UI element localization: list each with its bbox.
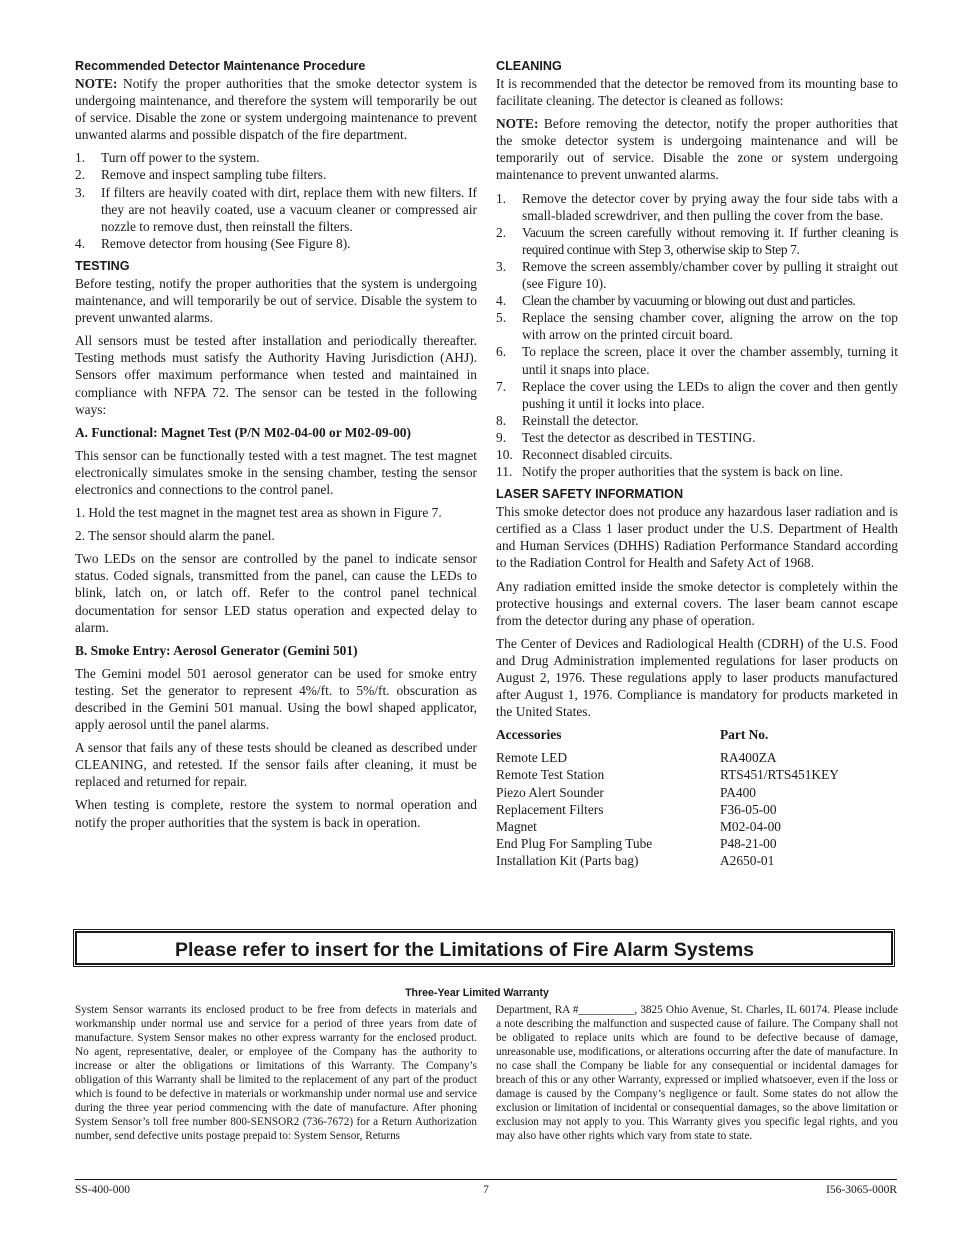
- testing-paragraph: Before testing, notify the proper authorities that the system is undergoing maintenance, and will temporarily be out of service. Disable the system to prevent unwanted alarms.: [75, 275, 477, 326]
- accessory-part: PA400: [720, 784, 756, 800]
- accessory-name: Replacement Filters: [496, 801, 604, 817]
- note-label: NOTE:: [75, 76, 118, 91]
- step-text: Clean the chamber by vacuuming or blowing out dust and particles.: [522, 293, 856, 309]
- step-number: 7.: [496, 378, 507, 394]
- magnet-test-heading: A. Functional: Magnet Test (P/N M02-04-00 or M02-09-00): [75, 424, 411, 440]
- step-text: Replace the sensing chamber cover, aligning the arrow on the top with arrow on the printed circuit board.: [522, 310, 898, 343]
- list-item: [496, 378, 898, 412]
- magnet-test-steps: [75, 504, 477, 544]
- limitations-banner: [75, 931, 893, 965]
- step-number: 6.: [496, 344, 507, 360]
- magnet-test-paragraph: This sensor can be functionally tested with a test magnet. The test magnet electronically simulates smoke in the sensing chamber, testing the sensor electronics and connections to the control panel.: [75, 447, 477, 497]
- table-row: [496, 818, 898, 835]
- table-row: [496, 852, 898, 869]
- accessory-name: Piezo Alert Sounder: [496, 784, 604, 800]
- left-column: [75, 58, 477, 837]
- laser-paragraph: This smoke detector does not produce any hazardous laser radiation and is certified as a Class 1 laser product under the U.S. Department of Health and Human Services (DHHS) Radiation Performance Standard according to the Radiation Control for Health and Safety Act of 1968.: [496, 504, 898, 571]
- step-text: Turn off power to the system.: [101, 150, 260, 166]
- warranty-text-left: System Sensor warrants its enclosed product to be free from defects in materials and workmanship under normal use and service for a period of three years from date of manufacture. System Sensor makes no other express warranty for the enclosed product. No agent, representative, dealer, or employee of the Company has the authority to increase or alter the obligations or limitations of this Warranty. The Company’s obligation of this Warranty shall be limited to the replacement of any part of the product which is found to be defective in materials or workmanship under normal use and service during the three year period commencing with the date of manufacture. After phoning System Sensor’s toll free number 800-SENSOR2 (736-7672) for a Return Authorization number, send defective units postage prepaid to: System Sensor, Returns: [75, 1004, 477, 1142]
- step-text: Reconnect disabled circuits.: [522, 446, 673, 462]
- list-item: [75, 235, 477, 252]
- table-row: [496, 835, 898, 852]
- table-row: [496, 801, 898, 818]
- step-number: 5.: [496, 310, 507, 326]
- banner-text: Please refer to insert for the Limitations of Fire Alarm Systems: [175, 939, 755, 961]
- step-text: Reinstall the detector.: [522, 412, 639, 428]
- list-item: [496, 292, 898, 309]
- note-label: NOTE:: [496, 116, 539, 132]
- table-row: [496, 784, 898, 801]
- accessory-name: Remote Test Station: [496, 767, 605, 783]
- list-item: [496, 224, 898, 258]
- accessory-name: Remote LED: [496, 750, 568, 766]
- step-number: 2.: [496, 224, 507, 240]
- accessory-name: Magnet: [496, 818, 537, 834]
- step-number: 9.: [496, 429, 507, 445]
- note-text: Before removing the detector, notify the proper authorities that the smoke detector system is undergoing maintenance and will be temporarily out of service. Disable the zone or system undergoing maintenance to prevent unwanted alarms.: [496, 116, 898, 183]
- step-number: 8.: [496, 412, 507, 428]
- maintenance-steps: [75, 149, 477, 252]
- step-text: Remove detector from housing (See Figure 8).: [101, 235, 351, 251]
- list-item: [496, 258, 898, 292]
- list-item: [496, 343, 898, 377]
- accessory-part: F36-05-00: [720, 801, 777, 817]
- step-text: To replace the screen, place it over the chamber assembly, turning it until it snaps into place.: [522, 344, 898, 377]
- part-number-column-header: Part No.: [720, 727, 769, 743]
- step-text: Notify the proper authorities that the system is back on line.: [522, 464, 843, 480]
- testing-heading: TESTING: [75, 258, 130, 273]
- step-number: 4.: [75, 235, 86, 251]
- accessory-part: RA400ZA: [720, 750, 777, 766]
- table-row: [496, 749, 898, 766]
- manual-number: I56-3065-000R: [826, 1184, 897, 1196]
- step-text: Remove the detector cover by prying away the four side tabs with a small-bladed screwdriver, and then pulling the cover from the base.: [522, 190, 898, 223]
- accessory-part: M02-04-00: [720, 818, 781, 834]
- step-number: 10.: [496, 446, 513, 462]
- laser-safety-heading: LASER SAFETY INFORMATION: [496, 487, 684, 502]
- step-text: Replace the cover using the LEDs to align the cover and then gently pushing it until it locks into place.: [522, 378, 898, 411]
- accessories-column-header: Accessories: [496, 727, 562, 743]
- accessory-part: RTS451/RTS451KEY: [720, 767, 839, 783]
- accessory-part: P48-21-00: [720, 835, 777, 851]
- footer-divider: [75, 1179, 897, 1180]
- testing-complete-paragraph: When testing is complete, restore the system to normal operation and notify the proper authorities that the system is back in operation.: [75, 797, 477, 830]
- step-text: Remove and inspect sampling tube filters.: [101, 167, 327, 183]
- step-number: 2.: [75, 167, 86, 183]
- accessories-table: [496, 726, 898, 869]
- laser-paragraph: The Center of Devices and Radiological Health (CDRH) of the U.S. Food and Drug Administration implemented regulations for laser products on August 2, 1976. These regulations apply to laser products manufactured after August 1, 1976. Compliance is mandatory for products marketed in the United States.: [496, 635, 898, 720]
- page-number: 7: [483, 1184, 489, 1196]
- table-header-row: [496, 726, 898, 749]
- accessory-part: A2650-01: [720, 852, 775, 868]
- step-text: Vacuum the screen carefully without removing it. If further cleaning is required continue with Step 3, otherwise skip to Step 7.: [522, 224, 898, 257]
- step-number: 1.: [496, 190, 507, 206]
- maintenance-note: [75, 75, 477, 143]
- list-item: [496, 463, 898, 480]
- list-item: 2. The sensor should alarm the panel.: [75, 528, 275, 544]
- right-column: [496, 58, 898, 869]
- cleaning-steps: [496, 190, 898, 481]
- step-number: 1.: [75, 150, 86, 166]
- failed-test-paragraph: A sensor that fails any of these tests should be cleaned as described under CLEANING, and retested. If the sensor fails after cleaning, it must be replaced and returned for repair.: [75, 740, 477, 790]
- cleaning-note: [496, 115, 898, 183]
- step-number: 11.: [496, 464, 513, 480]
- step-number: 3.: [75, 184, 86, 200]
- maintenance-heading: Recommended Detector Maintenance Procedure: [75, 59, 366, 73]
- document-code: SS-400-000: [75, 1184, 130, 1196]
- list-item: [496, 309, 898, 343]
- step-text: Test the detector as described in TESTING.: [522, 429, 756, 445]
- list-item: [75, 149, 477, 166]
- step-number: 4.: [496, 293, 507, 309]
- list-item: [75, 184, 477, 235]
- warranty-text-right: Department, RA #__________, 3825 Ohio Avenue, St. Charles, IL 60174. Please include a note describing the malfunction and suspected cause of failure. The Company shall not be obligated to replace units which are found to be defective because of damage, unreasonable use, modifications, or alterations occurring after the date of manufacture. In no case shall the Company be liable for any consequential or incidental damages for breach of this or any other Warranty, expressed or implied whatsoever, even if the loss or damage is caused by the Company’s negligence or fault. Some states do not allow the exclusion or limitation of incidental or consequential damages, so the above limitation or exclusion may not apply to you. This Warranty gives you specific legal rights, and you may also have other rights which vary from state to state.: [496, 1004, 898, 1142]
- list-item: [496, 446, 898, 463]
- step-text: Remove the screen assembly/chamber cover by pulling it straight out (see Figure 10).: [522, 258, 898, 292]
- list-item: [75, 166, 477, 183]
- step-number: 3.: [496, 258, 507, 274]
- testing-paragraph: All sensors must be tested after installation and periodically thereafter. Testing methods must satisfy the Authority Having Jurisdiction (AHJ). Sensors offer maximum performance when tested and maintained in compliance with NFPA 72. The sensor can be tested in the following ways:: [75, 333, 477, 417]
- led-paragraph: Two LEDs on the sensor are controlled by the panel to indicate sensor status. Coded signals, transmitted from the panel, can cause the LEDs to blink, latch on, or latch off. Refer to the control panel technical documentation for sensor LED status operation and expected delay to alarm.: [75, 551, 477, 635]
- laser-paragraph: Any radiation emitted inside the smoke detector is completely within the protective housings and external covers. The laser beam cannot escape from the detector during any phase of operation.: [496, 578, 898, 628]
- warranty-heading: Three-Year Limited Warranty: [405, 987, 549, 999]
- aerosol-test-heading: B. Smoke Entry: Aerosol Generator (Gemini 501): [75, 642, 358, 658]
- note-text: Notify the proper authorities that the smoke detector system is undergoing maintenance, and therefore the system will temporarily be out of service. Disable the zone or system undergoing maintenance to prevent unwanted alarms and possible dispatch of the fire department.: [75, 76, 477, 143]
- accessory-name: End Plug For Sampling Tube: [496, 835, 653, 851]
- list-item: [496, 429, 898, 446]
- table-row: [496, 766, 898, 783]
- aerosol-paragraph: The Gemini model 501 aerosol generator can be used for smoke entry testing. Set the generator to represent 4%/ft. to 5%/ft. obscuration as described in the Gemini 501 manual. Using the bowl shaped applicator, apply aerosol until the panel alarms.: [75, 665, 477, 733]
- list-item: 1. Hold the test magnet in the magnet test area as shown in Figure 7.: [75, 505, 442, 521]
- cleaning-paragraph: It is recommended that the detector be removed from its mounting base to facilitate cleaning. The detector is cleaned as follows:: [496, 76, 898, 109]
- step-text: If filters are heavily coated with dirt, replace them with new filters. If they are not heavily coated, use a vacuum cleaner or compressed air nozzle to remove dust, then reinstall the filters.: [101, 184, 477, 234]
- cleaning-heading: CLEANING: [496, 59, 562, 73]
- accessory-name: Installation Kit (Parts bag): [496, 852, 639, 868]
- list-item: [496, 190, 898, 224]
- list-item: [496, 412, 898, 429]
